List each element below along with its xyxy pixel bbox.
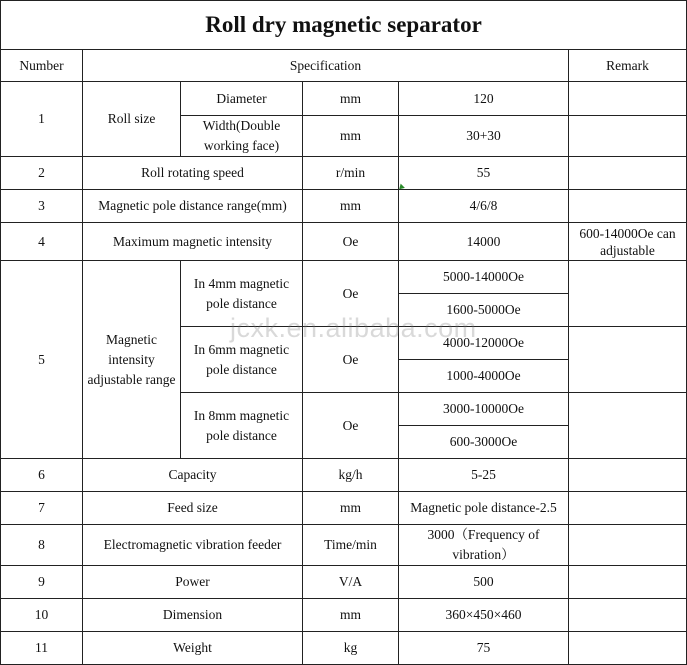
row-name: Maximum magnetic intensity xyxy=(83,223,303,261)
row-unit: mm xyxy=(303,116,399,157)
table-row xyxy=(1,599,687,632)
row-number: 9 xyxy=(1,566,83,599)
sub-label: Width(Double working face) xyxy=(181,116,303,157)
row-unit: mm xyxy=(303,599,399,632)
row-value: Magnetic pole distance-2.5 xyxy=(399,492,569,525)
row-number: 3 xyxy=(1,190,83,223)
row-unit: kg xyxy=(303,632,399,665)
row-remark xyxy=(569,190,687,223)
row-remark xyxy=(569,632,687,665)
row-number: 2 xyxy=(1,157,83,190)
row-number: 4 xyxy=(1,223,83,261)
row-unit: mm xyxy=(303,82,399,116)
header-row xyxy=(1,50,687,82)
row-value: 14000 xyxy=(399,223,569,261)
row-remark xyxy=(569,327,687,393)
row-name: Electromagnetic vibration feeder xyxy=(83,525,303,566)
table-row xyxy=(1,492,687,525)
row-name: Roll rotating speed xyxy=(83,157,303,190)
table-row xyxy=(1,82,687,116)
table-row xyxy=(1,525,687,566)
row-remark xyxy=(569,393,687,459)
row-number: 6 xyxy=(1,459,83,492)
row-value: 75 xyxy=(399,632,569,665)
header-specification: Specification xyxy=(83,50,569,82)
row-value: 1600-5000Oe xyxy=(399,294,569,327)
row-value: 360×450×460 xyxy=(399,599,569,632)
row-value: 30+30 xyxy=(399,116,569,157)
row-name: Power xyxy=(83,566,303,599)
row-name: Dimension xyxy=(83,599,303,632)
row-number: 5 xyxy=(1,261,83,459)
row-name: Magnetic pole distance range(mm) xyxy=(83,190,303,223)
row-value: 120 xyxy=(399,82,569,116)
row-remark xyxy=(569,157,687,190)
row-unit: kg/h xyxy=(303,459,399,492)
row-remark xyxy=(569,599,687,632)
header-remark: Remark xyxy=(569,50,687,82)
table-row xyxy=(1,223,687,261)
row-unit: Oe xyxy=(303,327,399,393)
row-name: Capacity xyxy=(83,459,303,492)
row-remark xyxy=(569,82,687,116)
row-value: 4/6/8 xyxy=(399,190,569,223)
sub-label: Diameter xyxy=(181,82,303,116)
row-value: 55 xyxy=(399,157,569,190)
row-number: 1 xyxy=(1,82,83,157)
row-value: 4000-12000Oe xyxy=(399,327,569,360)
row-unit: V/A xyxy=(303,566,399,599)
table-title: Roll dry magnetic separator xyxy=(1,1,687,50)
row-remark xyxy=(569,492,687,525)
table-row xyxy=(1,632,687,665)
row-value: 3000-10000Oe xyxy=(399,393,569,426)
row-unit: Oe xyxy=(303,261,399,327)
row-remark xyxy=(569,566,687,599)
row-value: 600-3000Oe xyxy=(399,426,569,459)
table-row xyxy=(1,459,687,492)
row-value: 500 xyxy=(399,566,569,599)
row-value: 1000-4000Oe xyxy=(399,360,569,393)
sub-label: In 6mm magnetic pole distance xyxy=(181,327,303,393)
row-number: 11 xyxy=(1,632,83,665)
row-unit: Oe xyxy=(303,223,399,261)
row-name: Weight xyxy=(83,632,303,665)
row-number: 7 xyxy=(1,492,83,525)
row-number: 8 xyxy=(1,525,83,566)
row-unit: Time/min xyxy=(303,525,399,566)
table-row xyxy=(1,190,687,223)
row-value: 5000-14000Oe xyxy=(399,261,569,294)
row-name: Roll size xyxy=(83,82,181,157)
row-remark xyxy=(569,116,687,157)
row-name: Feed size xyxy=(83,492,303,525)
row-unit: r/min xyxy=(303,157,399,190)
row-unit: mm xyxy=(303,190,399,223)
row-remark xyxy=(569,459,687,492)
row-number: 10 xyxy=(1,599,83,632)
row-unit: mm xyxy=(303,492,399,525)
table-row xyxy=(1,157,687,190)
row-value: 3000（Frequency of vibration） xyxy=(399,525,569,566)
row-name: Magnetic intensity adjustable range xyxy=(83,261,181,459)
table-row xyxy=(1,566,687,599)
sub-label: In 4mm magnetic pole distance xyxy=(181,261,303,327)
row-unit: Oe xyxy=(303,393,399,459)
row-remark xyxy=(569,261,687,327)
row-remark xyxy=(569,525,687,566)
row-remark: 600-14000Oe can adjustable xyxy=(569,223,687,261)
row-value: 5-25 xyxy=(399,459,569,492)
table-row xyxy=(1,261,687,294)
watermark: jcxk.en.alibaba.com xyxy=(230,313,477,343)
sub-label: In 8mm magnetic pole distance xyxy=(181,393,303,459)
header-number: Number xyxy=(1,50,83,82)
